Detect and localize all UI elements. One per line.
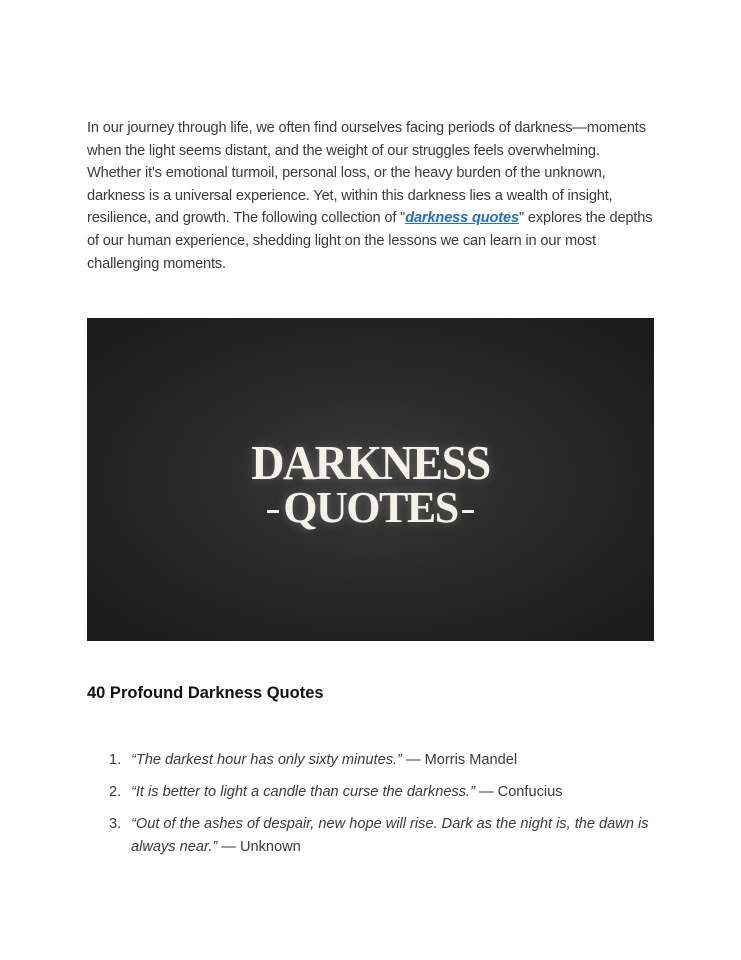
hero-title-line1: DARKNESS: [251, 435, 490, 490]
right-dash-ornament: [462, 510, 474, 513]
intro-paragraph: [87, 117, 657, 275]
list-item: [87, 781, 657, 804]
quote-author: — Morris Mandel: [401, 752, 518, 768]
section-heading: 40 Profound Darkness Quotes: [87, 684, 324, 702]
quote-text: “Out of the ashes of despair, new hope will rise. Dark as the night is, the dawn is always near.”: [131, 816, 649, 855]
list-number: 2.: [109, 784, 122, 801]
left-dash-ornament: [267, 510, 279, 513]
quote-text: “It is better to light a candle than curse the darkness.”: [131, 784, 475, 801]
list-item: [87, 749, 657, 772]
quote-text: “The darkest hour has only sixty minutes.”: [131, 752, 402, 768]
intro-text-before: In our journey through life, we often find ourselves facing periods of darkness—moments when the light seems distant, and the weight of our struggles feels overwhelming. Whether it's emotional turmoil, personal loss, or the heavy burden of the unknown, darkness is a universal experience. Yet, within this darkness lies a wealth of insight, resilience, and growth. The following collection of ": [87, 120, 646, 227]
hero-title-line2-text: QUOTES: [283, 483, 458, 532]
list-number: 3.: [109, 816, 122, 833]
hero-image: [87, 318, 654, 641]
quote-author: — Unknown: [217, 838, 301, 855]
intro-text-after: " explores the depths of our human experience, shedding light on the lessons we can learn in our most challenging moments.: [87, 210, 653, 272]
list-number: 1.: [109, 752, 122, 768]
darkness-quotes-link[interactable]: darkness quotes: [405, 210, 519, 227]
hero-title-line2: [87, 482, 654, 533]
quotes-list: [87, 749, 657, 868]
quote-author: — Confucius: [474, 784, 563, 801]
list-item: [87, 813, 657, 858]
